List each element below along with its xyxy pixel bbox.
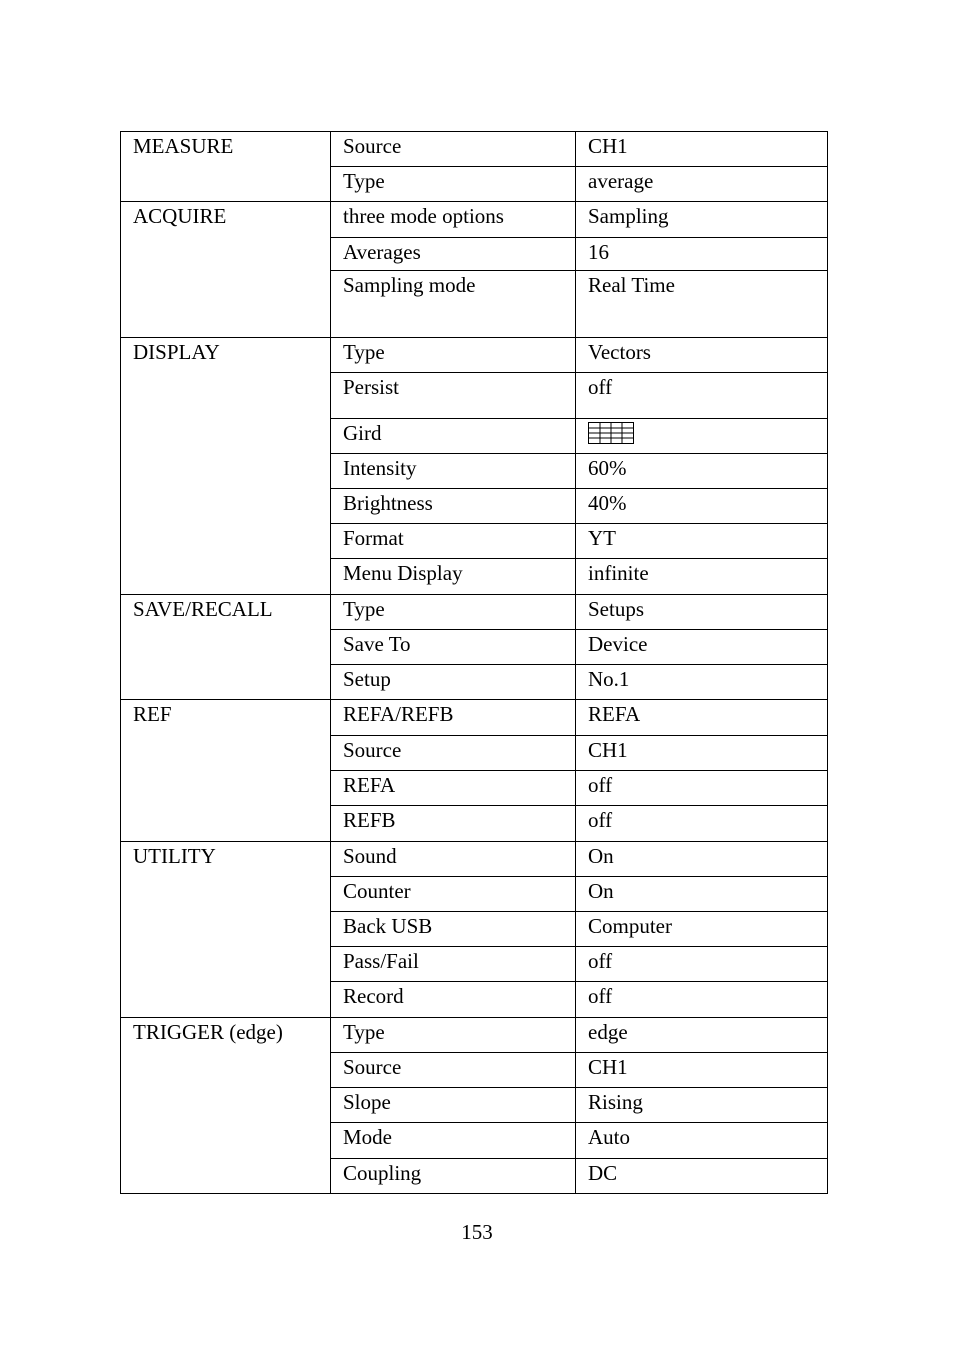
menu-cell-display: DISPLAY bbox=[121, 338, 331, 595]
option-cell: Pass/Fail bbox=[331, 947, 576, 982]
value-cell: off bbox=[576, 947, 828, 982]
value-cell: Sampling bbox=[576, 202, 828, 238]
option-cell: Menu Display bbox=[331, 559, 576, 595]
option-cell: Mode bbox=[331, 1123, 576, 1159]
value-cell: YT bbox=[576, 524, 828, 559]
option-cell: REFA bbox=[331, 771, 576, 806]
value-cell: 60% bbox=[576, 454, 828, 489]
value-cell: off bbox=[576, 373, 828, 419]
option-cell: Persist bbox=[331, 373, 576, 419]
value-cell: Device bbox=[576, 630, 828, 665]
option-cell: Intensity bbox=[331, 454, 576, 489]
option-cell: REFA/REFB bbox=[331, 700, 576, 736]
option-cell: Record bbox=[331, 982, 576, 1018]
menu-cell-measure: MEASURE bbox=[121, 132, 331, 202]
table-row bbox=[121, 338, 828, 373]
value-cell: CH1 bbox=[576, 1053, 828, 1088]
table-row bbox=[121, 842, 828, 877]
table-row bbox=[121, 1018, 828, 1053]
option-cell: Averages bbox=[331, 238, 576, 271]
value-cell: CH1 bbox=[576, 132, 828, 167]
menu-cell-utility: UTILITY bbox=[121, 842, 331, 1018]
value-cell: off bbox=[576, 771, 828, 806]
menu-cell-acquire: ACQUIRE bbox=[121, 202, 331, 338]
value-cell: infinite bbox=[576, 559, 828, 595]
option-cell: Coupling bbox=[331, 1159, 576, 1194]
option-cell: Sampling mode bbox=[331, 271, 576, 338]
option-cell: Save To bbox=[331, 630, 576, 665]
option-cell: Type bbox=[331, 338, 576, 373]
option-cell: Back USB bbox=[331, 912, 576, 947]
table-row bbox=[121, 202, 828, 238]
option-cell: Format bbox=[331, 524, 576, 559]
menu-cell-ref: REF bbox=[121, 700, 331, 842]
menu-cell-trigger: TRIGGER (edge) bbox=[121, 1018, 331, 1194]
page-number: 153 bbox=[461, 1220, 493, 1244]
option-cell: Source bbox=[331, 1053, 576, 1088]
value-cell: Computer bbox=[576, 912, 828, 947]
option-cell: Setup bbox=[331, 665, 576, 700]
value-cell: edge bbox=[576, 1018, 828, 1053]
value-cell: On bbox=[576, 877, 828, 912]
value-cell: 40% bbox=[576, 489, 828, 524]
value-cell: Vectors bbox=[576, 338, 828, 373]
option-cell: Type bbox=[331, 1018, 576, 1053]
value-cell: REFA bbox=[576, 700, 828, 736]
value-cell bbox=[576, 419, 828, 454]
option-cell: REFB bbox=[331, 806, 576, 842]
option-cell: Counter bbox=[331, 877, 576, 912]
option-cell: Slope bbox=[331, 1088, 576, 1123]
option-cell: Gird bbox=[331, 419, 576, 454]
table-row bbox=[121, 700, 828, 736]
menu-cell-save-recall: SAVE/RECALL bbox=[121, 595, 331, 700]
value-cell: 16 bbox=[576, 238, 828, 271]
option-cell: Type bbox=[331, 167, 576, 202]
value-cell: average bbox=[576, 167, 828, 202]
option-cell: Type bbox=[331, 595, 576, 630]
value-cell: CH1 bbox=[576, 736, 828, 771]
value-cell: No.1 bbox=[576, 665, 828, 700]
option-cell: Brightness bbox=[331, 489, 576, 524]
value-cell: Real Time bbox=[576, 271, 828, 338]
value-cell: off bbox=[576, 982, 828, 1018]
table-row bbox=[121, 595, 828, 630]
value-cell: off bbox=[576, 806, 828, 842]
option-cell: Source bbox=[331, 132, 576, 167]
value-cell: Rising bbox=[576, 1088, 828, 1123]
grid-icon bbox=[588, 422, 634, 444]
value-cell: On bbox=[576, 842, 828, 877]
value-cell: DC bbox=[576, 1159, 828, 1194]
value-cell: Setups bbox=[576, 595, 828, 630]
option-cell: three mode options bbox=[331, 202, 576, 238]
value-cell: Auto bbox=[576, 1123, 828, 1159]
option-cell: Sound bbox=[331, 842, 576, 877]
table-row bbox=[121, 132, 828, 167]
option-cell: Source bbox=[331, 736, 576, 771]
settings-table bbox=[120, 131, 828, 1194]
